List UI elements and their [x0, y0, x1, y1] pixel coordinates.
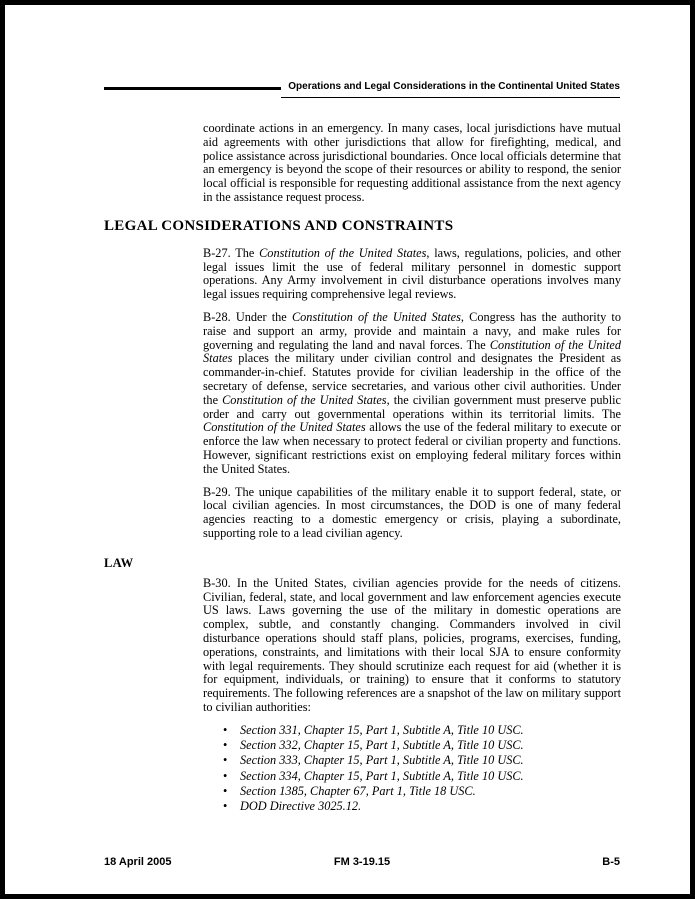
reference-item: • Section 1385, Chapter 67, Part 1, Title 18 USC. [222, 785, 618, 799]
page-content [104, 122, 620, 815]
reference-item: • DOD Directive 3025.12. [222, 800, 618, 814]
header-rule [104, 87, 281, 90]
law-heading: LAW [104, 555, 134, 570]
reference-item: • Section 333, Chapter 15, Part 1, Subtitle A, Title 10 USC. [222, 754, 618, 768]
paragraph-b28: B-28. Under the Constitution of the United States, Congress has the authority to raise and support an army, provide and maintain a navy, and make rules for governing and regulating the land and naval forces. The Constitution of the United States places the military under civilian control and designates the President as commander-in-chief. Statutes provide for civilian leadership in the office of the secretary of defense, service secretaries, and various other civil authorities. Under the Constitution of the United States, the civilian government must preserve public order and carry out governmental operations within its territorial limits. The Constitution of the United States allows the use of the federal military to execute or enforce the law when necessary to protect federal or civilian property and functions. However, significant restrictions exist on employing federal military forces within the United States. [203, 309, 621, 476]
header-title: Operations and Legal Considerations in the Continental United States [281, 81, 620, 98]
reference-list [222, 724, 618, 814]
footer-date: 18 April 2005 [104, 856, 172, 868]
page-header [104, 81, 620, 98]
reference-item: • Section 334, Chapter 15, Part 1, Subtitle A, Title 10 USC. [222, 770, 618, 784]
reference-item: • Section 331, Chapter 15, Part 1, Subtitle A, Title 10 USC. [222, 724, 618, 738]
footer-document-number: FM 3-19.15 [333, 856, 391, 868]
paragraph-intro: coordinate actions in an emergency. In many cases, local jurisdictions have mutual aid agreements with other jurisdictions that allow for firefighting, medical, and police assistance across jurisdictional boundaries. Once local officials determine that an emergency is beyond the scope of their resources or ability to respond, the senior local official is responsible for requesting additional assistance from the next agency in the assistance request process. [203, 121, 621, 204]
paragraph-b27: B-27. The Constitution of the United States, laws, regulations, policies, and other legal issues limit the use of federal military personnel in domestic support operations. Any Army involvement in civil disturbance operations involves many legal issues requiring comprehensive legal reviews. [203, 245, 621, 302]
paragraph-b29: B-29. The unique capabilities of the military enable it to support federal, state, or local civilian agencies. In most circumstances, the DOD is one of many federal agencies reacting to a domestic emergency or crisis, playing a subordinate, supporting role to a lead civilian agency. [203, 484, 621, 540]
paragraph-b30: B-30. In the United States, civilian agencies provide for the needs of citizens. Civilian, federal, state, and local government and law enforcement agencies execute US laws. Laws governing the use of the military in domestic operations are complex, subtle, and constantly changing. Commanders involved in civil disturbance operations should staff plans, policies, programs, exercises, funding, operations, constraints, and limitations with their local SJA to ensure conformity with legal requirements. They should scrutinize each request for aid (whether it is for equipment, individuals, or training) to ensure that it conforms to statutory requirements. The following references are a snapshot of the law on military support to civilian authorities: [203, 575, 621, 714]
footer-page-number: B-5 [602, 856, 620, 868]
section-heading: LEGAL CONSIDERATIONS AND CONSTRAINTS [104, 217, 454, 234]
reference-item: • Section 332, Chapter 15, Part 1, Subtitle A, Title 10 USC. [222, 739, 618, 753]
